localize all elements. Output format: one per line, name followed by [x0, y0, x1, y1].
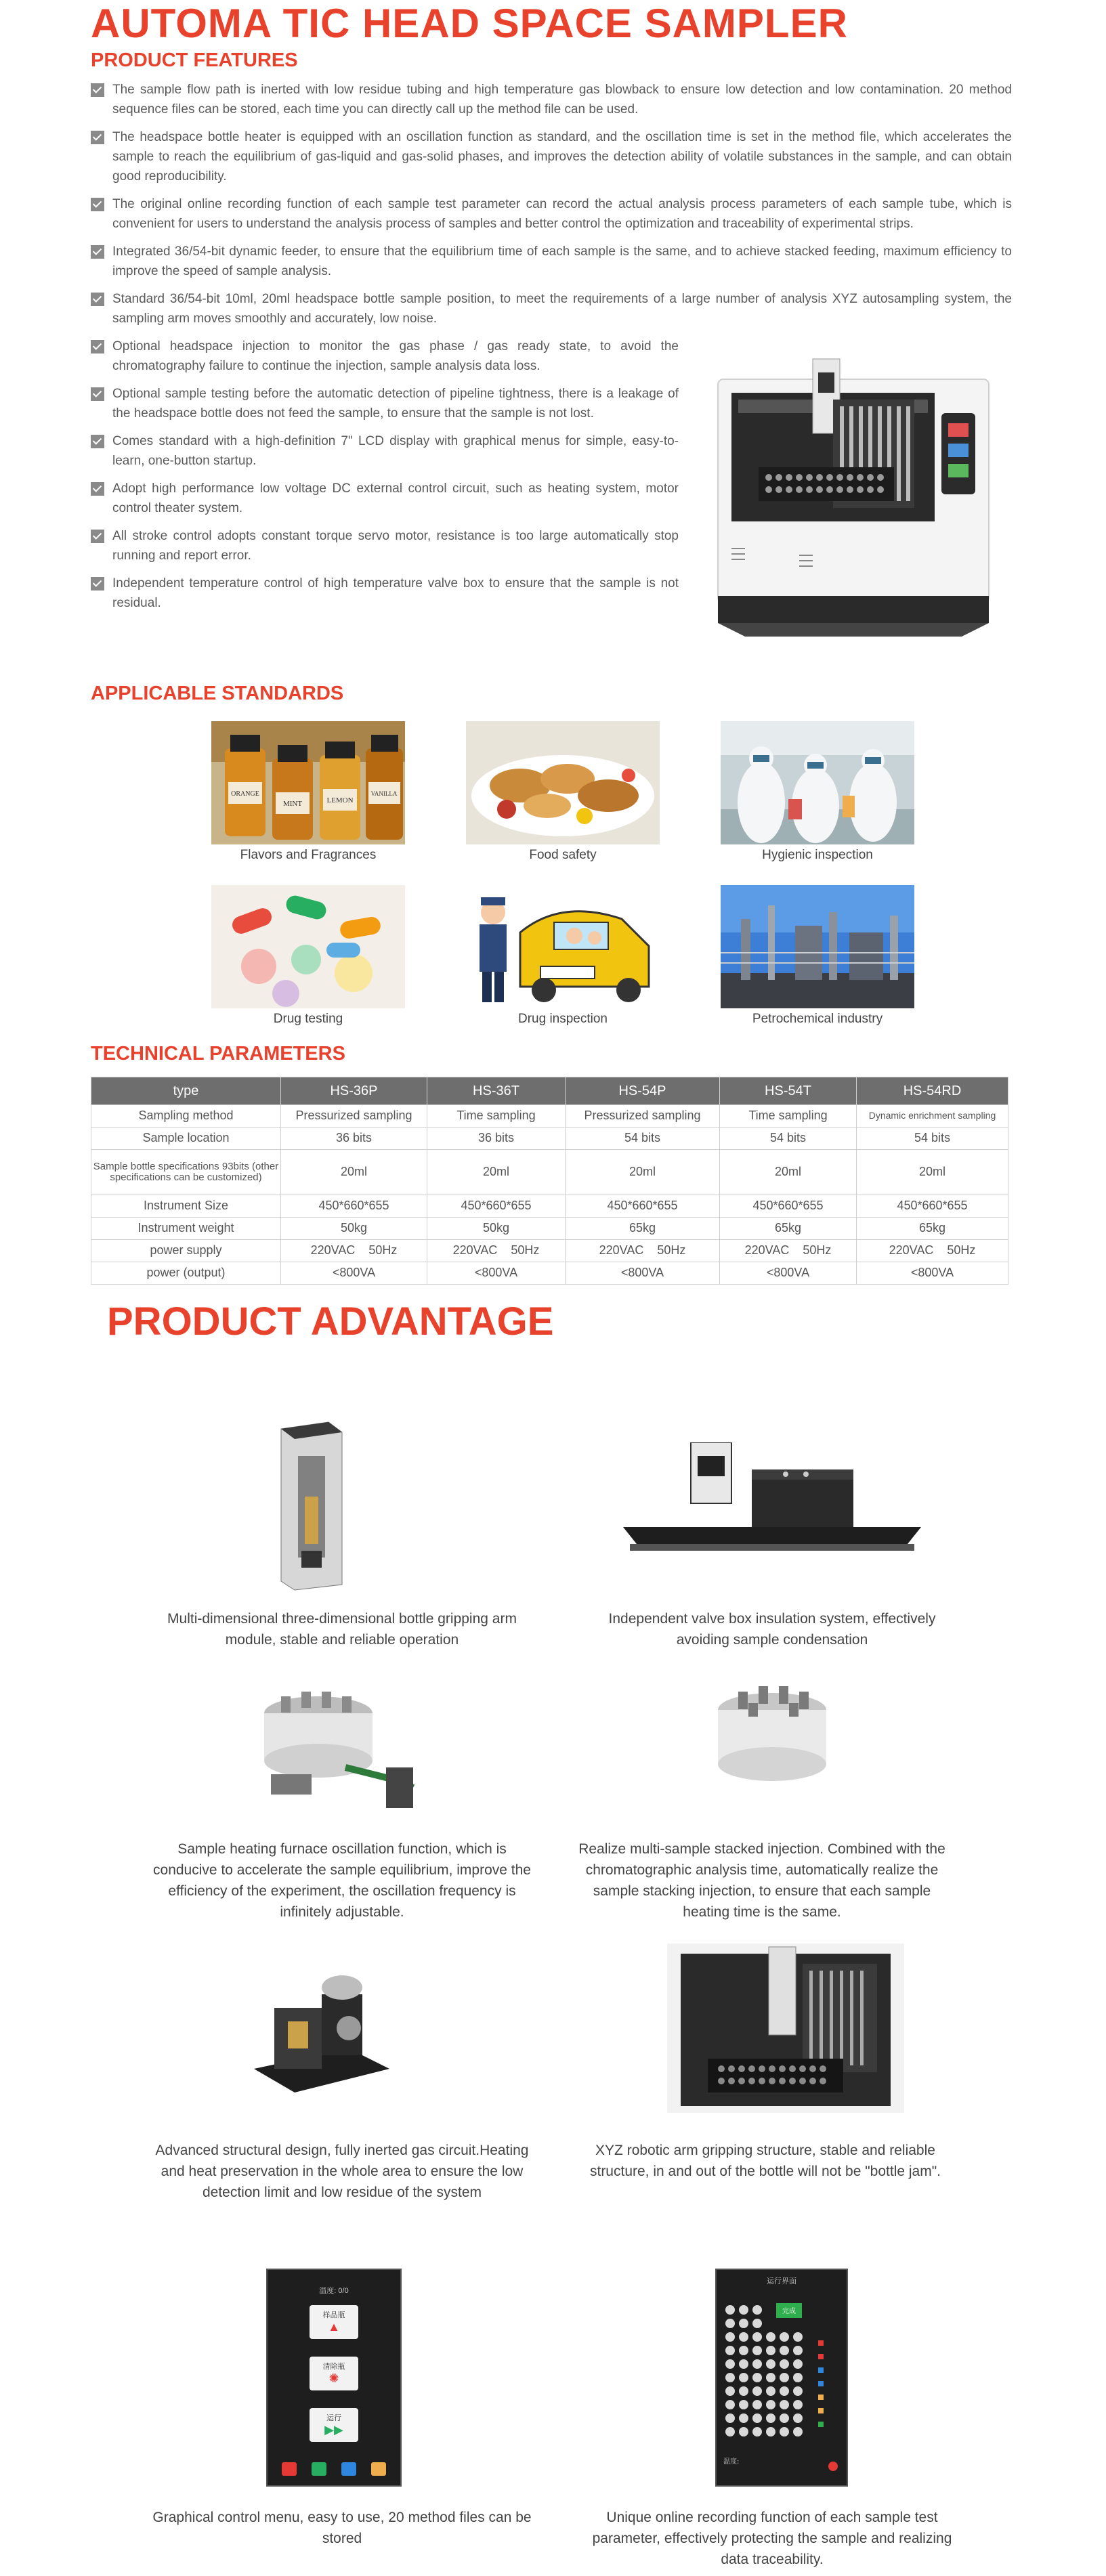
table-row — [91, 1150, 1008, 1195]
standards-heading: APPLICABLE STANDARDS — [91, 683, 344, 704]
gripping-arm-image — [268, 1415, 349, 1591]
table-cell: <800VA — [857, 1262, 1008, 1285]
page-title: AUTOMA TIC HEAD SPACE SAMPLER — [91, 1, 848, 46]
food-safety-image — [466, 721, 660, 844]
sample-slot — [725, 2427, 735, 2437]
sample-bottle-label: 样品瓶 — [322, 2311, 345, 2319]
table-cell: <800VA — [566, 1262, 720, 1285]
bottle-label: LEMON — [326, 796, 354, 804]
table-cell: 450*660*655 — [857, 1195, 1008, 1218]
column-header: HS-36P — [281, 1077, 427, 1105]
table-cell: <800VA — [281, 1262, 427, 1285]
advantage-item: Sample heating furnace oscillation function, which is conducive to accelerate the sample equilibrium, improve the efficiency of the experiment, the oscillation frequency is infinitely adjustable. — [153, 1841, 531, 1920]
sample-slot — [766, 2413, 775, 2423]
sample-bottle-button — [310, 2305, 358, 2339]
done-button-label: 完成 — [782, 2308, 796, 2315]
standard-item — [211, 885, 405, 1027]
control-screen-image — [266, 2269, 402, 2487]
sample-slot — [725, 2346, 735, 2355]
checkbox-icon — [91, 435, 104, 448]
sample-slot — [766, 2359, 775, 2369]
sample-slot — [780, 2400, 789, 2409]
column-header: HS-36T — [427, 1077, 566, 1105]
sample-slot — [725, 2319, 735, 2328]
feature-item: Adopt high performance low voltage DC external control circuit, such as heating system, motor control theater system. — [91, 479, 679, 518]
sample-slot — [752, 2319, 762, 2328]
sample-slot — [780, 2332, 789, 2342]
table-header-row — [91, 1077, 1008, 1105]
hygienic-inspection-image — [721, 721, 914, 844]
table-cell: 54 bits — [857, 1128, 1008, 1150]
sample-slot — [766, 2386, 775, 2396]
headspace-sampler-image — [704, 352, 1002, 643]
clear-bottle-label: 清除瓶 — [322, 2363, 345, 2371]
sample-slot — [739, 2386, 748, 2396]
column-header: HS-54RD — [857, 1077, 1008, 1105]
sample-slot — [793, 2413, 803, 2423]
standard-caption: Food safety — [529, 848, 597, 862]
sample-slot — [752, 2373, 762, 2382]
advantage-item: Multi-dimensional three-dimensional bottle gripping arm module, stable and reliable operation — [167, 1611, 517, 1648]
sample-slot — [739, 2400, 748, 2409]
checkbox-icon — [91, 293, 104, 306]
petrochemical-image — [721, 885, 914, 1008]
advantage-item: Graphical control menu, easy to use, 20 method files can be stored — [152, 2510, 532, 2546]
table-cell: 65kg — [566, 1218, 720, 1240]
table-cell: <800VA — [427, 1262, 566, 1285]
sample-slot — [766, 2400, 775, 2409]
sample-slot — [793, 2373, 803, 2382]
feature-item: Optional headspace injection to monitor the gas phase / gas ready state, to avoid the chromatography failure to continue the injection, sample analysis data loss. — [91, 337, 679, 376]
run-label: 运行 — [326, 2414, 341, 2422]
table-cell: 50kg — [281, 1218, 427, 1240]
sample-slot — [780, 2427, 789, 2437]
screen-title: 运行界面 — [767, 2277, 796, 2285]
record-screen-image — [715, 2269, 848, 2487]
gas-circuit-image — [247, 1967, 396, 2109]
table-cell: 65kg — [720, 1218, 857, 1240]
sample-slot — [752, 2332, 762, 2342]
bottle-icon: ▲ — [328, 2320, 340, 2334]
drug-testing-image — [211, 885, 405, 1008]
sample-slot — [725, 2359, 735, 2369]
table-cell: 220VAC 50Hz — [720, 1240, 857, 1262]
sample-slot — [766, 2346, 775, 2355]
table-row — [91, 1262, 1008, 1285]
feature-item: All stroke control adopts constant torque servo motor, resistance is too large automatically stop running and report error. — [91, 526, 679, 565]
checkbox-icon — [91, 340, 104, 353]
screen-title: 温度: 0/0 — [319, 2287, 349, 2295]
parameters-table — [91, 1077, 1008, 1285]
heating-furnace-image — [251, 1679, 427, 1815]
advantage-heading: PRODUCT ADVANTAGE — [107, 1300, 554, 1344]
sample-slot — [780, 2373, 789, 2382]
table-row — [91, 1128, 1008, 1150]
table-cell: 450*660*655 — [720, 1195, 857, 1218]
table-cell: Pressurized sampling — [566, 1105, 720, 1128]
sample-slot — [739, 2319, 748, 2328]
feature-item: The headspace bottle heater is equipped with an oscillation function as standard, and the oscillation time is set in the method file, which accelerates the sample to reach the equilibrium of gas-liquid and gas-solid phases, and improves the detection ability of volatile substances in the sample, and can obtain good reproducibility. — [91, 127, 1012, 186]
sample-slot — [739, 2346, 748, 2355]
table-row — [91, 1240, 1008, 1262]
sample-slot — [780, 2346, 789, 2355]
column-header: type — [91, 1077, 281, 1105]
sample-slot — [752, 2427, 762, 2437]
stacked-injection-image — [711, 1679, 833, 1795]
table-cell: 20ml — [281, 1150, 427, 1195]
sample-slot — [766, 2332, 775, 2342]
table-cell: 54 bits — [720, 1128, 857, 1150]
standard-item — [466, 885, 660, 1027]
standard-item — [466, 721, 660, 863]
info-icon — [371, 2462, 386, 2476]
sample-slot — [739, 2359, 748, 2369]
sample-slot — [793, 2346, 803, 2355]
sample-slot — [793, 2400, 803, 2409]
checkbox-icon — [91, 83, 104, 97]
table-cell: 36 bits — [427, 1128, 566, 1150]
sample-slot — [739, 2332, 748, 2342]
sample-slot — [766, 2373, 775, 2382]
table-cell: 220VAC 50Hz — [857, 1240, 1008, 1262]
bottle-label: ORANGE — [231, 790, 259, 798]
robotic-arm-image — [667, 1944, 904, 2113]
features-heading: PRODUCT FEATURES — [91, 49, 298, 71]
standard-caption: Hygienic inspection — [762, 848, 873, 862]
table-cell: 450*660*655 — [566, 1195, 720, 1218]
checkbox-icon — [91, 530, 104, 543]
table-cell: 20ml — [427, 1150, 566, 1195]
advantage-item: Unique online recording function of each sample test parameter, effectively protecting the sample and realizing data traceability. — [592, 2510, 952, 2567]
feature-item: Independent temperature control of high temperature valve box to ensure that the sample is not residual. — [91, 574, 679, 613]
row-header: Instrument Size — [91, 1195, 281, 1218]
row-header: Sample bottle specifications 93bits (other specifications can be customized) — [91, 1150, 281, 1195]
valve-box-image — [623, 1442, 921, 1564]
table-cell: 20ml — [566, 1150, 720, 1195]
sample-slot — [793, 2359, 803, 2369]
drug-inspection-image — [466, 885, 660, 1008]
standard-caption: Petrochemical industry — [752, 1012, 883, 1026]
sample-slot — [725, 2373, 735, 2382]
sample-slot — [766, 2427, 775, 2437]
table-cell: 54 bits — [566, 1128, 720, 1150]
sample-slot — [739, 2427, 748, 2437]
sparkle-icon: ✺ — [328, 2371, 339, 2385]
feature-item: Optional sample testing before the automatic detection of pipeline tightness, there is a leakage of the headspace bottle does not feed the sample, to ensure that the sample is not lost. — [91, 384, 679, 423]
sample-slot — [752, 2386, 762, 2396]
checkbox-icon — [91, 387, 104, 401]
sample-slot — [793, 2386, 803, 2396]
sample-slot — [725, 2305, 735, 2315]
sample-slot — [725, 2386, 735, 2396]
table-row — [91, 1195, 1008, 1218]
table-cell: 50kg — [427, 1218, 566, 1240]
sample-slot — [725, 2400, 735, 2409]
table-cell: 220VAC 50Hz — [566, 1240, 720, 1262]
table-cell: Dynamic enrichment sampling — [857, 1105, 1008, 1128]
tech-heading: TECHNICAL PARAMETERS — [91, 1043, 345, 1065]
advantage-item: Advanced structural design, fully inerted gas circuit.Heating and heat preservation in the whole area to ensure the low detection limit and low residue of the system — [155, 2143, 529, 2200]
sample-slot — [725, 2332, 735, 2342]
clear-bottle-button — [310, 2357, 358, 2390]
checkbox-icon — [91, 482, 104, 496]
table-cell: <800VA — [720, 1262, 857, 1285]
standard-caption: Flavors and Fragrances — [240, 848, 377, 862]
sample-slot — [739, 2373, 748, 2382]
feature-item: Standard 36/54-bit 10ml, 20ml headspace bottle sample position, to meet the requirements of a large number of analysis XYZ autosampling system, the sampling arm moves smoothly and accurately, low noise. — [91, 289, 1012, 328]
table-row — [91, 1218, 1008, 1240]
flavors-image — [211, 721, 405, 844]
standard-item — [721, 721, 914, 863]
sample-slot — [725, 2413, 735, 2423]
sample-slot — [752, 2346, 762, 2355]
advantage-item: XYZ robotic arm gripping structure, stable and reliable structure, in and out of the bottle will not be "bottle jam". — [589, 2143, 941, 2179]
row-header: Sampling method — [91, 1105, 281, 1128]
row-header: Sample location — [91, 1128, 281, 1150]
feature-item: Integrated 36/54-bit dynamic feeder, to ensure that the equilibrium time of each sample is the same, and to achieve stacked feeding, maximum efficiency to improve the speed of sample analysis. — [91, 242, 1012, 281]
checkbox-icon — [91, 131, 104, 144]
row-header: power supply — [91, 1240, 281, 1262]
checkbox-icon — [91, 577, 104, 591]
table-cell: 220VAC 50Hz — [281, 1240, 427, 1262]
checkbox-icon — [91, 245, 104, 259]
table-cell: 36 bits — [281, 1128, 427, 1150]
data-icon — [341, 2462, 356, 2476]
standard-item — [721, 885, 914, 1027]
sample-slot — [739, 2305, 748, 2315]
play-icon: ▶▶ — [324, 2423, 343, 2437]
advantage-item: Realize multi-sample stacked injection. Combined with the chromatographic analysis time, automatically realize the sample stacking injection, to ensure that each sample heating time is the same. — [578, 1841, 945, 1920]
column-header: HS-54P — [566, 1077, 720, 1105]
advantage-item: Independent valve box insulation system, effectively avoiding sample condensation — [608, 1611, 936, 1648]
table-cell: 65kg — [857, 1218, 1008, 1240]
standard-caption: Drug inspection — [517, 1012, 608, 1026]
sample-slot — [739, 2413, 748, 2423]
bottle-label: VANILLA — [370, 790, 398, 797]
standard-caption: Drug testing — [273, 1012, 343, 1026]
feature-item: Comes standard with a high-definition 7" LCD display with graphical menus for simple, easy-to-learn, one-button startup. — [91, 431, 679, 471]
sample-slot — [780, 2386, 789, 2396]
row-header: Instrument weight — [91, 1218, 281, 1240]
table-cell: 20ml — [857, 1150, 1008, 1195]
home-icon — [282, 2462, 297, 2476]
sample-slot — [752, 2359, 762, 2369]
sample-slot — [780, 2413, 789, 2423]
sample-slot — [780, 2359, 789, 2369]
table-row — [91, 1105, 1008, 1128]
feature-item: The sample flow path is inerted with low residue tubing and high temperature gas blowback to ensure low detection and low contamination. 20 method sequence files can be stored, each time you can directly call up the method file can be used. — [91, 80, 1012, 119]
sample-slot — [752, 2400, 762, 2409]
bottle-label: MINT — [282, 800, 303, 808]
sample-slot — [793, 2427, 803, 2437]
sample-slot — [752, 2413, 762, 2423]
feature-item: The original online recording function of each sample test parameter can record the actual analysis process parameters of each sample tube, which is convenient for users to understand the analysis process of samples and better control the optimization and traceability of experimental strips. — [91, 194, 1012, 234]
settings-icon — [312, 2462, 326, 2476]
table-cell: Pressurized sampling — [281, 1105, 427, 1128]
sample-slot — [793, 2332, 803, 2342]
table-cell: 220VAC 50Hz — [427, 1240, 566, 1262]
sample-slot — [752, 2305, 762, 2315]
table-cell: 450*660*655 — [281, 1195, 427, 1218]
table-cell: 20ml — [720, 1150, 857, 1195]
run-button — [310, 2408, 358, 2442]
column-header: HS-54T — [720, 1077, 857, 1105]
screen-footer: 温度: — [723, 2458, 740, 2466]
checkbox-icon — [91, 198, 104, 211]
row-header: power (output) — [91, 1262, 281, 1285]
table-cell: Time sampling — [720, 1105, 857, 1128]
sample-grid — [717, 2286, 847, 2476]
table-cell: 450*660*655 — [427, 1195, 566, 1218]
screen-icon-bar — [268, 2462, 400, 2476]
standard-item — [211, 721, 405, 863]
table-cell: Time sampling — [427, 1105, 566, 1128]
